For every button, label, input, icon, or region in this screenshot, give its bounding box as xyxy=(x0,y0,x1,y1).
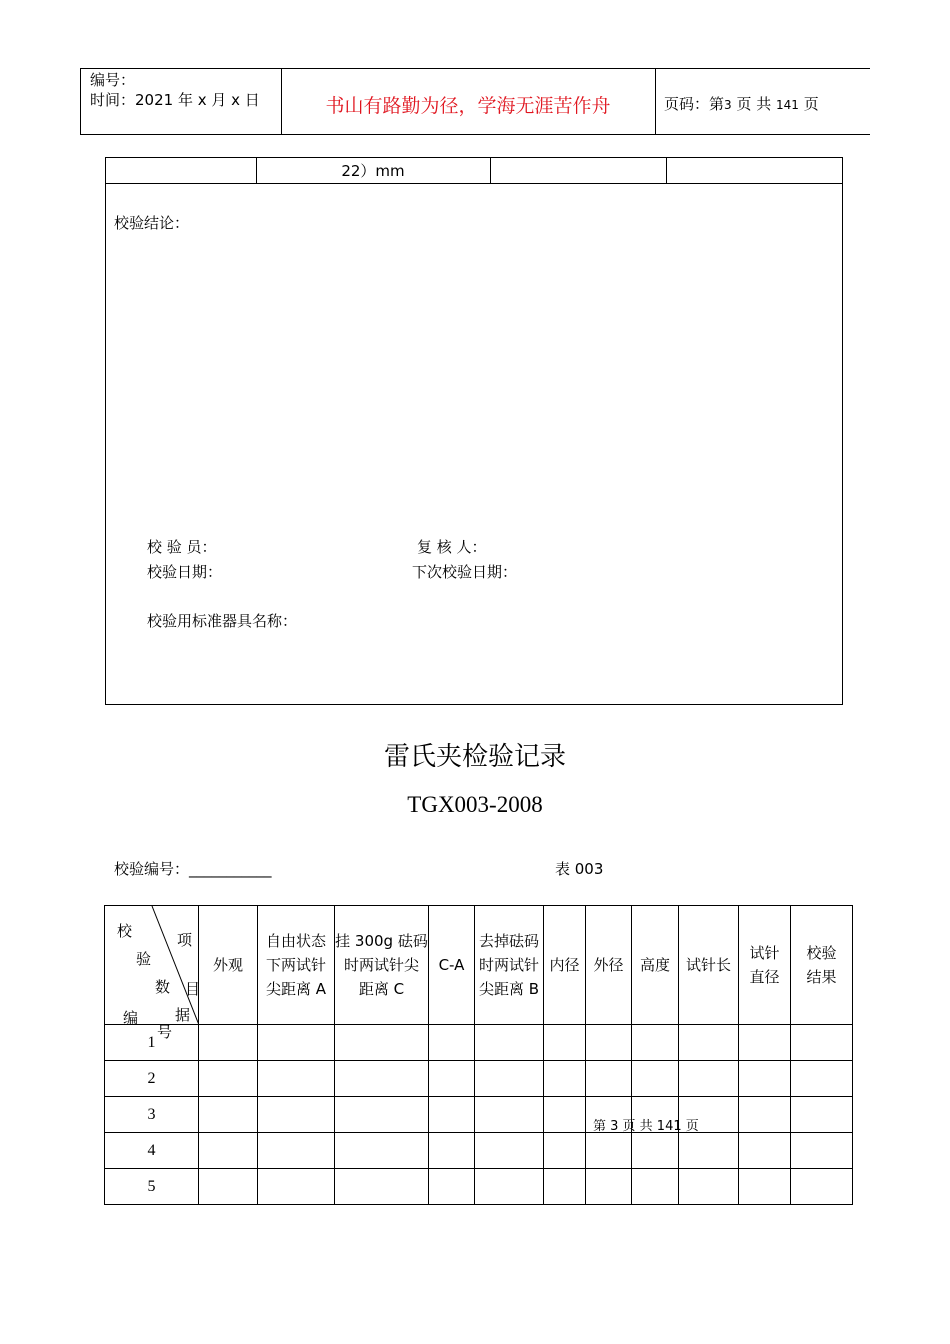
table-row xyxy=(105,1025,853,1061)
measurement-cell: 22）mm xyxy=(341,162,405,180)
header-inspection-result: 校验 结果 xyxy=(791,906,853,1025)
diag-label-jiao: 校 xyxy=(117,922,133,940)
row-number: 4 xyxy=(105,1133,199,1169)
table-number: 表 003 xyxy=(555,860,604,878)
header-free-distance-a: 自由状态 下两试针 尖距离 A xyxy=(258,906,335,1025)
page-prefix: 页码：第 xyxy=(664,95,725,113)
standard-instrument-label: 校验用标准器具名称： xyxy=(147,612,298,630)
form-number-blank: ___________ xyxy=(189,860,272,878)
header-appearance: 外观 xyxy=(199,906,258,1025)
document-title: 雷氏夹检验记录 xyxy=(383,742,566,772)
record-table xyxy=(104,905,853,1205)
reviewer-label: 复 核 人： xyxy=(417,538,487,556)
diag-label-shu: 数 xyxy=(155,978,171,996)
form-number-label: 校验编号： xyxy=(114,860,190,878)
document-code: TGX003-2008 xyxy=(407,792,543,817)
header-needle-diameter: 试针 直径 xyxy=(739,906,791,1025)
diagonal-header-cell xyxy=(105,906,201,1041)
page-mid: 页 共 xyxy=(736,95,772,113)
header-weighted-distance-c: 挂 300g 砝码 时两试针尖 距离 C xyxy=(335,906,429,1025)
header-page-info xyxy=(664,93,819,114)
form-number-field xyxy=(114,858,272,879)
header-outer-diameter: 外径 xyxy=(586,906,632,1025)
header-height: 高度 xyxy=(632,906,679,1025)
next-inspection-date-label: 下次校验日期： xyxy=(412,563,518,581)
conclusion-label: 校验结论： xyxy=(114,214,190,232)
page-total: 141 xyxy=(776,98,799,112)
inspection-date-label: 校验日期： xyxy=(147,563,223,581)
time-label: 时间：2021 年 x 月 x 日 xyxy=(90,91,260,109)
row-number: 2 xyxy=(105,1061,199,1097)
table-row xyxy=(105,1133,853,1169)
diag-label-yan: 验 xyxy=(136,950,152,968)
table-row xyxy=(105,1097,853,1133)
diag-label-xiang: 项 xyxy=(177,931,193,949)
page-suffix: 页 xyxy=(803,95,819,113)
record-header-row xyxy=(105,906,853,1025)
header-unloaded-distance-b: 去掉砝码 时两试针 尖距离 B xyxy=(475,906,544,1025)
table-row xyxy=(105,1061,853,1097)
row-number: 5 xyxy=(105,1169,199,1205)
header-c-minus-a: C-A xyxy=(429,906,475,1025)
header-needle-length: 试针长 xyxy=(679,906,739,1025)
header-meta xyxy=(90,70,260,110)
serial-label: 编号： xyxy=(90,71,136,89)
header-inner-diameter: 内径 xyxy=(544,906,586,1025)
diag-label-bian: 编 xyxy=(123,1009,139,1027)
row-number: 1 xyxy=(105,1025,199,1061)
diag-label-mu: 目 xyxy=(185,980,201,998)
row-number: 3 xyxy=(105,1097,199,1133)
header-motto: 书山有路勤为径，学海无涯苦作舟 xyxy=(325,95,611,117)
diag-label-hao: 号 xyxy=(157,1023,173,1041)
page-number: 3 xyxy=(724,98,732,112)
inspector-label: 校 验 员： xyxy=(147,538,217,556)
table-row xyxy=(105,1169,853,1205)
footer-page-number: 第 3 页 共 141 页 xyxy=(593,1119,699,1134)
diag-label-ju: 据 xyxy=(175,1006,191,1024)
